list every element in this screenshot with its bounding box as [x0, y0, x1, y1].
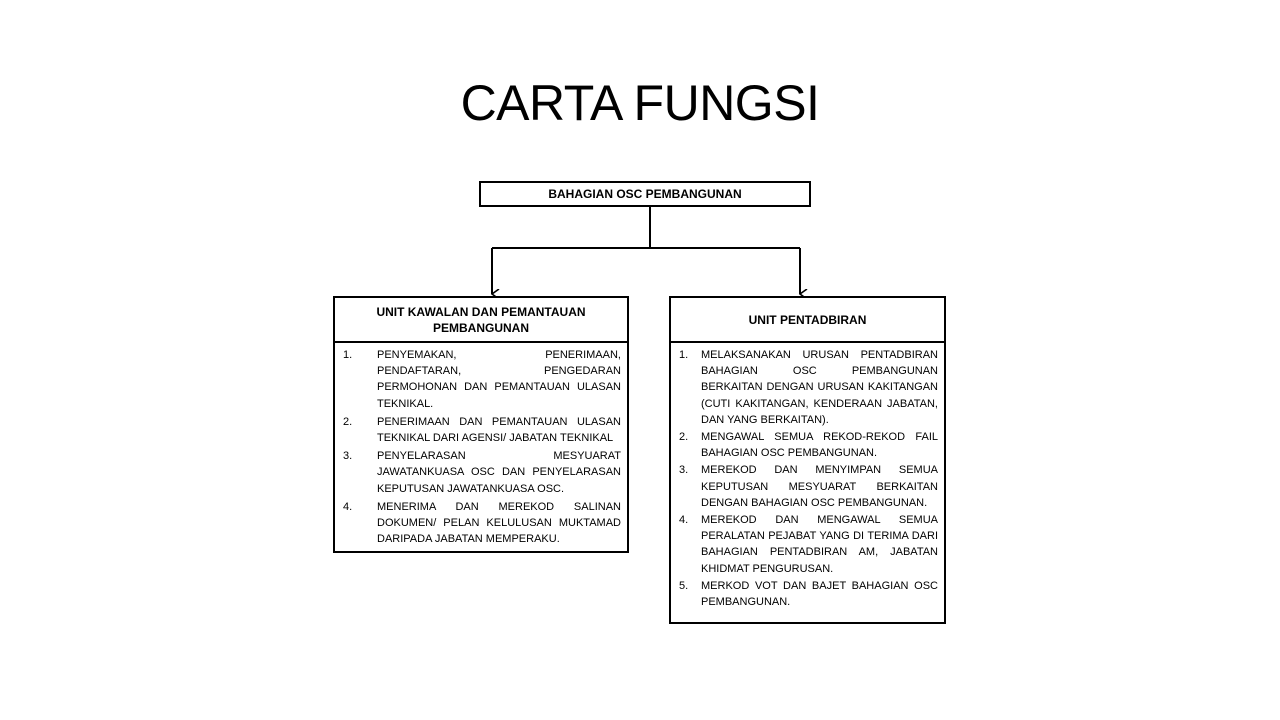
item-number: 4. [343, 500, 353, 513]
list-item [679, 429, 938, 461]
list-item [679, 462, 938, 511]
function-list [671, 343, 944, 617]
function-list [335, 343, 627, 555]
item-text: MENGAWAL SEMUA REKOD-REKOD FAIL BAHAGIAN OSC PEMBANGUNAN. [701, 431, 938, 460]
item-number: 2. [343, 415, 353, 428]
list-item [343, 448, 621, 497]
list-item [679, 512, 938, 577]
list-item [343, 499, 621, 548]
item-text: MERKOD VOT DAN BAJET BAHAGIAN OSC PEMBANGUNAN. [701, 579, 938, 609]
list-item [679, 347, 938, 428]
list-item [343, 347, 621, 412]
item-number: 3. [679, 464, 689, 477]
item-text: PENERIMAAN DAN PEMANTAUAN ULASAN TEKNIKAL DARI AGENSI/ JABATAN TEKNIKAL [377, 415, 621, 445]
org-root-label: BAHAGIAN OSC PEMBANGUNAN [548, 187, 742, 201]
item-number: 4. [679, 514, 689, 527]
item-number: 1. [679, 349, 689, 361]
item-text: MEREKOD DAN MENYIMPAN SEMUA KEPUTUSAN MESYUARAT BERKAITAN DENGAN BAHAGIAN OSC PEMBANGUNAN. [701, 464, 938, 509]
page-title: CARTA FUNGSI [460, 75, 820, 131]
unit-header: UNIT PENTADBIRAN [671, 298, 944, 343]
item-text: MENERIMA DAN MEREKOD SALINAN DOKUMEN/ PELAN KELULUSAN MUKTAMAD DARIPADA JABATAN MEMPERAKU. [377, 500, 621, 546]
item-text: MEREKOD DAN MENGAWAL SEMUA PERALATAN PEJABAT YANG DI TERIMA DARI BAHAGIAN PENTADBIRAN AM, JABATAN KHIDMAT PENGURUSAN. [701, 514, 938, 575]
list-item [343, 414, 621, 446]
item-number: 5. [679, 579, 689, 592]
unit-box-pentadbiran [669, 296, 946, 624]
item-text: PENYELARASAN MESYUARAT JAWATANKUASA OSC DAN PENYELARASAN KEPUTUSAN JAWATANKUASA OSC. [377, 450, 621, 495]
item-number: 1. [343, 349, 353, 361]
item-number: 3. [343, 450, 353, 463]
item-number: 2. [679, 431, 689, 444]
item-text: PENYEMAKAN, PENERIMAAN, PENDAFTARAN, PENGEDARAN PERMOHONAN DAN PEMANTAUAN ULASAN TEKNIKAL. [377, 349, 621, 410]
unit-header: UNIT KAWALAN DAN PEMANTAUAN PEMBANGUNAN [335, 298, 627, 343]
list-item [679, 578, 938, 610]
unit-box-kawalan [333, 296, 629, 553]
item-text: MELAKSANAKAN URUSAN PENTADBIRAN BAHAGIAN OSC PEMBANGUNAN BERKAITAN DENGAN URUSAN KAKITANGAN (CUTI KAKITANGAN, KENDERAAN JABATAN, DAN YANG BERKAITAN). [701, 349, 938, 426]
